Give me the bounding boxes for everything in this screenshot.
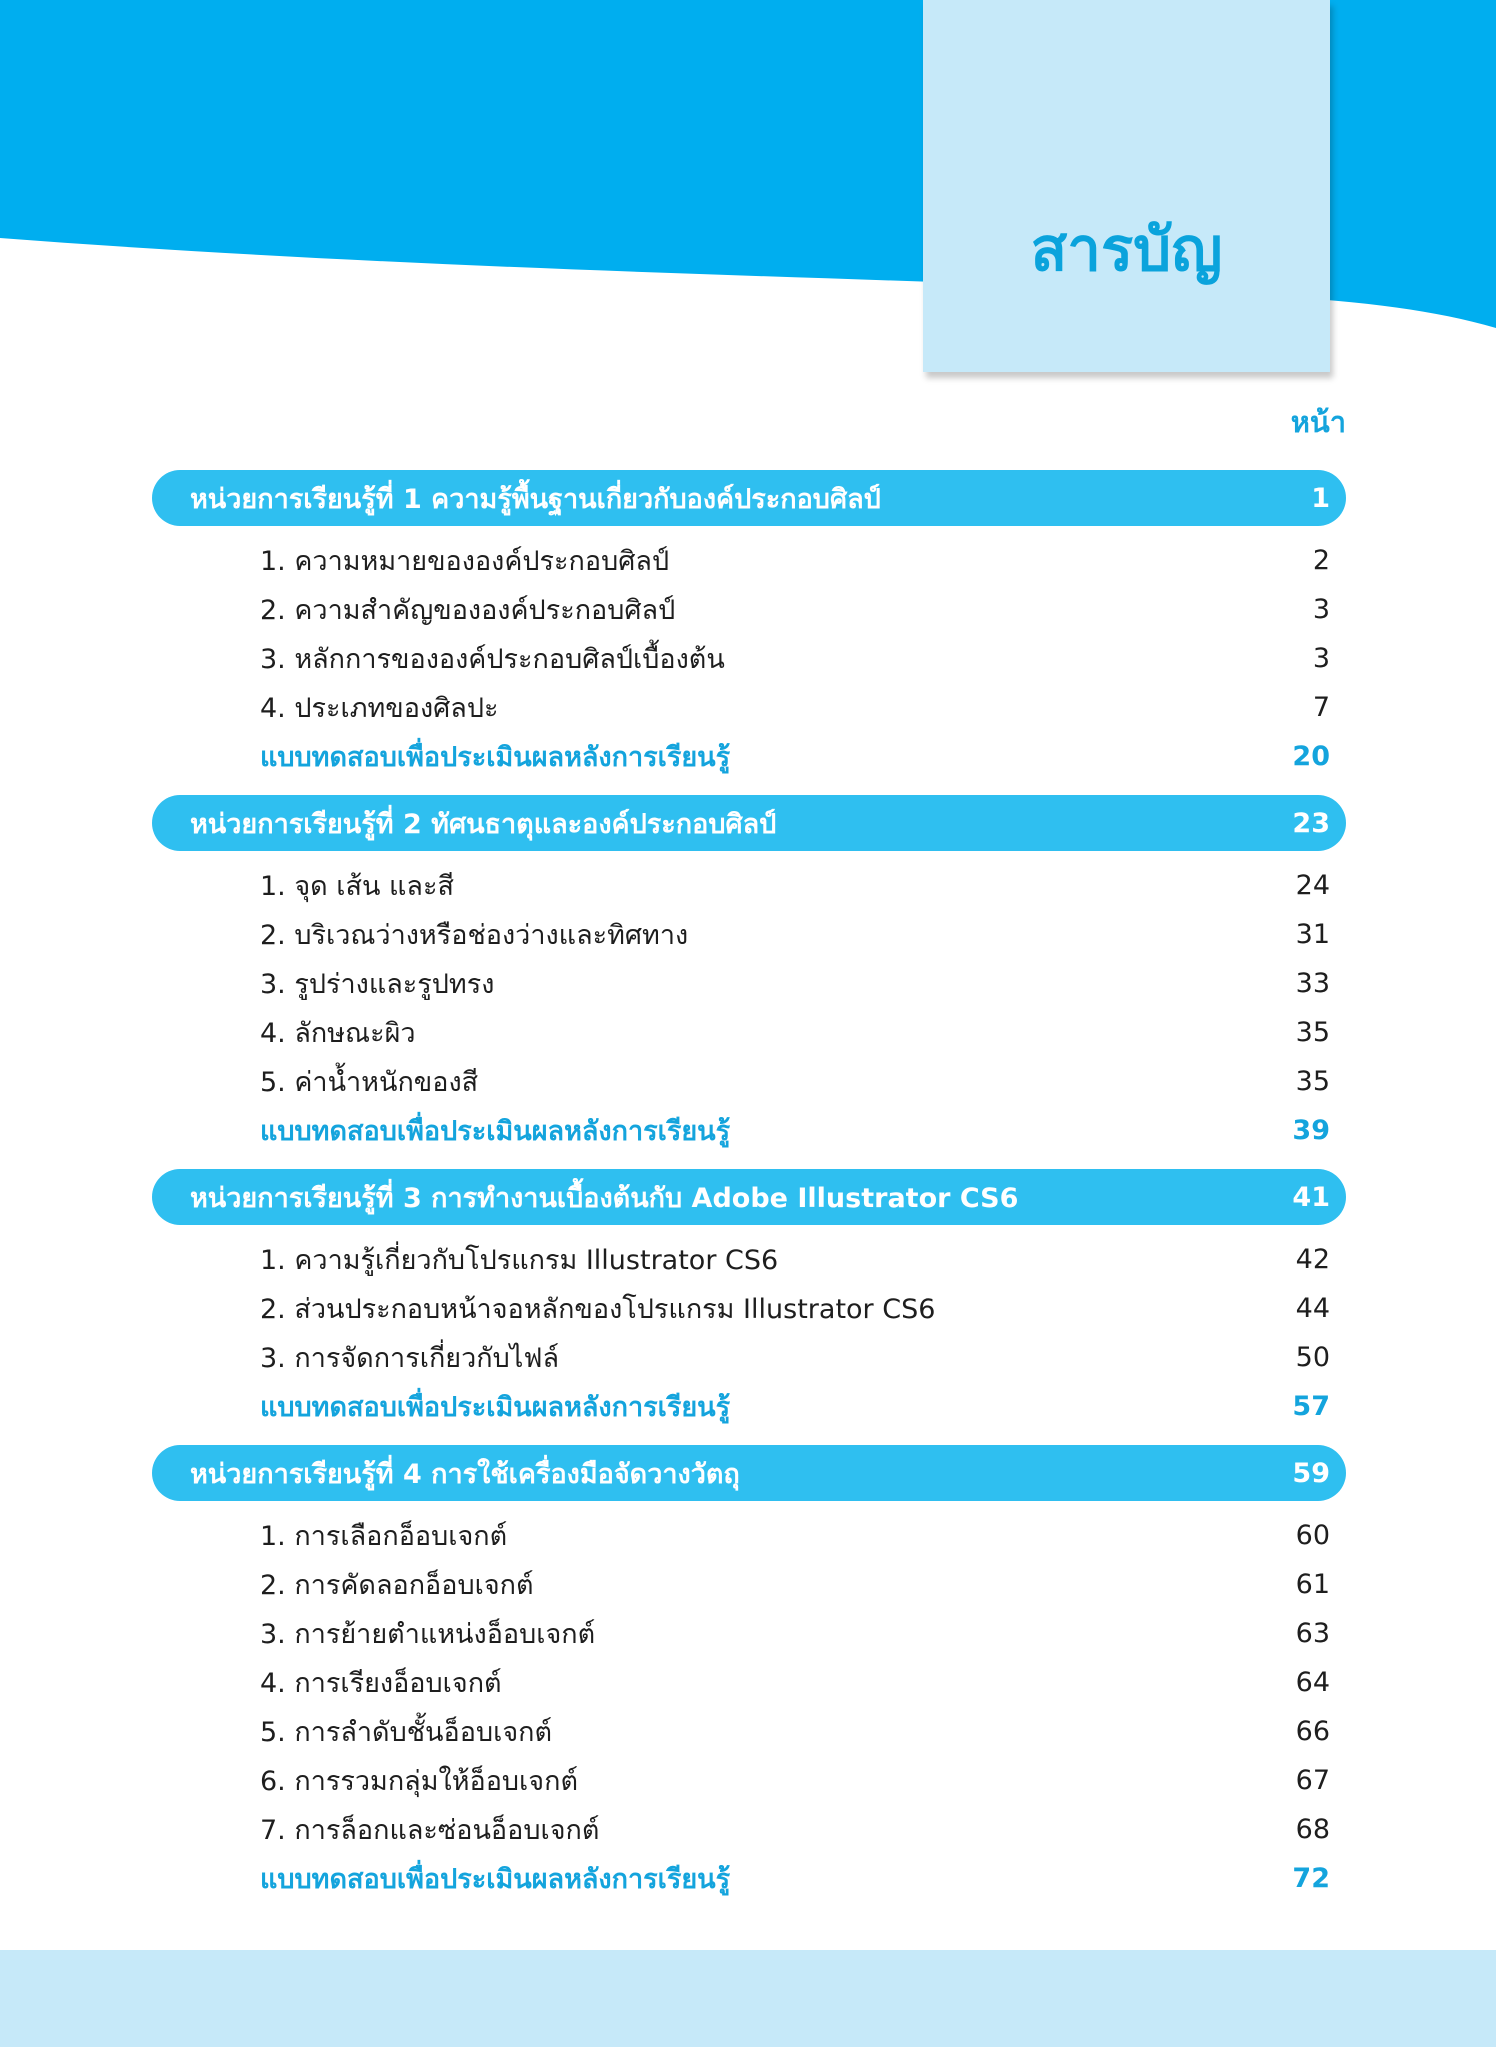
unit-title: หน่วยการเรียนรู้ที่ 3 การทำงานเบื้องต้นกับ Adobe Illustrator CS6 [190,1182,1019,1214]
test-label: แบบทดสอบเพื่อประเมินผลหลังการเรียนรู้ [260,1392,731,1423]
toc-entry-test[interactable] [152,1106,1346,1155]
entry-page-number: 3 [1312,594,1330,625]
entry-label: 5. การลำดับชั้นอ็อบเจกต์ [260,1717,553,1748]
unit-page-number: 41 [1292,1181,1330,1213]
entry-label: 2. ความสำคัญขององค์ประกอบศิลป์ [260,595,676,626]
toc-entry[interactable] [152,634,1346,683]
entry-page-number: 68 [1295,1814,1330,1845]
toc-entry[interactable] [152,536,1346,585]
entry-page-number: 35 [1295,1066,1330,1097]
entry-label: 1. ความหมายขององค์ประกอบศิลป์ [260,546,670,577]
test-label: แบบทดสอบเพื่อประเมินผลหลังการเรียนรู้ [260,742,731,773]
toc-unit-2 [152,795,1346,1155]
entry-label: 3. การย้ายตำแหน่งอ็อบเจกต์ [260,1619,596,1650]
test-label: แบบทดสอบเพื่อประเมินผลหลังการเรียนรู้ [260,1116,731,1147]
toc-entry[interactable] [152,683,1346,732]
test-page-number: 57 [1292,1391,1330,1422]
test-page-number: 39 [1292,1115,1330,1146]
toc-entry-test[interactable] [152,732,1346,781]
entry-page-number: 24 [1295,870,1330,901]
unit-header-bar[interactable] [152,1445,1346,1501]
toc-entry-test[interactable] [152,1854,1346,1903]
entry-page-number: 33 [1295,968,1330,999]
unit-title: หน่วยการเรียนรู้ที่ 2 ทัศนธาตุและองค์ประกอบศิลป์ [190,808,777,840]
test-page-number: 20 [1292,741,1330,772]
test-label: แบบทดสอบเพื่อประเมินผลหลังการเรียนรู้ [260,1864,731,1895]
entry-page-number: 42 [1295,1244,1330,1275]
unit-page-number: 1 [1311,482,1330,514]
toc-entry[interactable] [152,910,1346,959]
toc-unit-3 [152,1169,1346,1431]
toc-entry[interactable] [152,861,1346,910]
entry-label: 2. ส่วนประกอบหน้าจอหลักของโปรแกรม Illustrator CS6 [260,1294,936,1325]
footer-band [0,1950,1496,2047]
entry-label: 5. ค่าน้ำหนักของสี [260,1067,479,1098]
entry-page-number: 60 [1295,1520,1330,1551]
toc-entry[interactable] [152,1057,1346,1106]
toc-unit-4 [152,1445,1346,1903]
toc-entry[interactable] [152,1235,1346,1284]
entry-label: 1. จุด เส้น และสี [260,871,454,902]
entry-page-number: 61 [1295,1569,1330,1600]
toc-entry[interactable] [152,1284,1346,1333]
entry-page-number: 67 [1295,1765,1330,1796]
unit-page-number: 59 [1292,1457,1330,1489]
entry-label: 4. การเรียงอ็อบเจกต์ [260,1668,502,1699]
entry-page-number: 35 [1295,1017,1330,1048]
entry-page-number: 2 [1312,545,1330,576]
entry-label: 3. รูปร่างและรูปทรง [260,969,495,1000]
entry-label: 3. หลักการขององค์ประกอบศิลป์เบื้องต้น [260,644,725,675]
toc-entry[interactable] [152,1707,1346,1756]
entry-label: 6. การรวมกลุ่มให้อ็อบเจกต์ [260,1766,578,1797]
unit-header-bar[interactable] [152,1169,1346,1225]
entry-label: 3. การจัดการเกี่ยวกับไฟล์ [260,1343,560,1374]
unit-header-bar[interactable] [152,470,1346,526]
toc-entry[interactable] [152,959,1346,1008]
page-column-label: หน้า [1290,405,1346,439]
unit-header-bar[interactable] [152,795,1346,851]
entry-label: 1. การเลือกอ็อบเจกต์ [260,1521,508,1552]
entry-label: 7. การล็อกและซ่อนอ็อบเจกต์ [260,1815,600,1846]
toc-entry[interactable] [152,1511,1346,1560]
toc-entry[interactable] [152,1333,1346,1382]
table-of-contents [152,470,1346,1917]
toc-entry-test[interactable] [152,1382,1346,1431]
entry-page-number: 63 [1295,1618,1330,1649]
unit-title: หน่วยการเรียนรู้ที่ 1 ความรู้พื้นฐานเกี่ยวกับองค์ประกอบศิลป์ [190,483,881,515]
toc-entry[interactable] [152,1658,1346,1707]
unit-title: หน่วยการเรียนรู้ที่ 4 การใช้เครื่องมือจัดวางวัตถุ [190,1458,740,1490]
entry-page-number: 64 [1295,1667,1330,1698]
entry-page-number: 31 [1295,919,1330,950]
entry-page-number: 3 [1312,643,1330,674]
entry-label: 1. ความรู้เกี่ยวกับโปรแกรม Illustrator CS6 [260,1245,779,1276]
entry-page-number: 66 [1295,1716,1330,1747]
entry-page-number: 7 [1312,692,1330,723]
toc-entry[interactable] [152,585,1346,634]
entry-label: 4. ประเภทของศิลปะ [260,693,499,724]
toc-entry[interactable] [152,1756,1346,1805]
entry-page-number: 50 [1295,1342,1330,1373]
toc-entry[interactable] [152,1008,1346,1057]
title-box [923,0,1330,372]
toc-unit-1 [152,470,1346,781]
toc-entry[interactable] [152,1609,1346,1658]
unit-page-number: 23 [1292,807,1330,839]
page-title: สารบัญ [1030,215,1223,285]
toc-entry[interactable] [152,1560,1346,1609]
entry-page-number: 44 [1295,1293,1330,1324]
toc-entry[interactable] [152,1805,1346,1854]
entry-label: 2. บริเวณว่างหรือช่องว่างและทิศทาง [260,920,689,951]
test-page-number: 72 [1292,1863,1330,1894]
entry-label: 2. การคัดลอกอ็อบเจกต์ [260,1570,534,1601]
entry-label: 4. ลักษณะผิว [260,1018,416,1049]
